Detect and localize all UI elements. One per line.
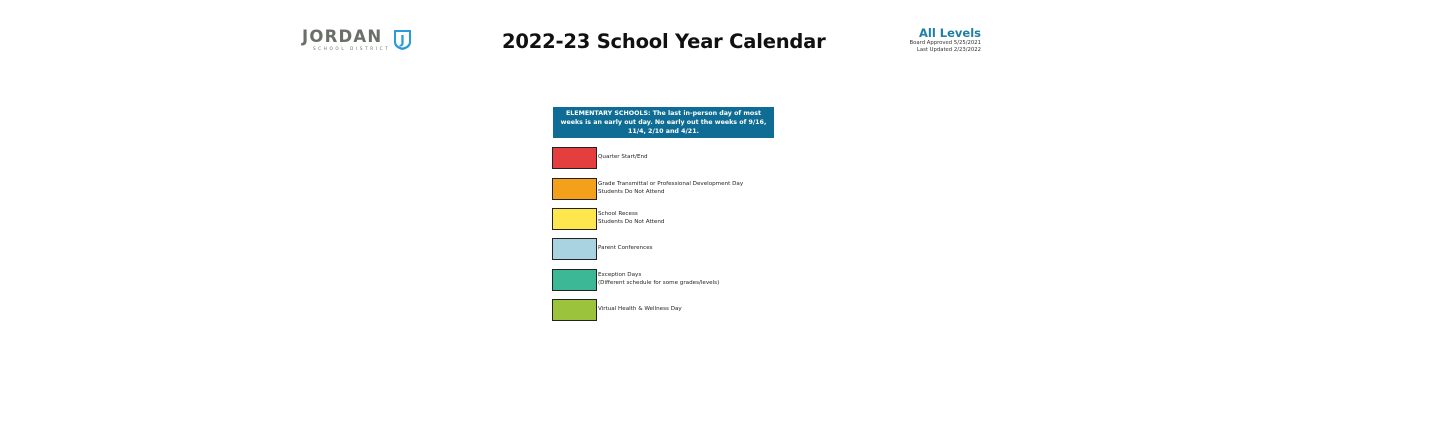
legend-label-line1: Exception Days bbox=[598, 272, 642, 278]
legend-item-exception-days bbox=[552, 269, 812, 291]
logo-subtitle: SCHOOL DISTRICT bbox=[313, 46, 391, 51]
legend-label bbox=[598, 210, 664, 226]
legend-label bbox=[598, 153, 648, 161]
legend-label-line1: Quarter Start/End bbox=[598, 154, 648, 160]
legend-label-line1: Grade Transmittal or Professional Development Day bbox=[598, 181, 744, 187]
legend-label-line1: School Recess bbox=[598, 211, 638, 217]
legend-swatch bbox=[552, 269, 597, 291]
legend-label-line1: Parent Conferences bbox=[598, 245, 653, 251]
board-approved-date: Board Approved 5/25/2021 bbox=[909, 40, 981, 46]
legend-label-line2: (Different schedule for some grades/levels) bbox=[598, 280, 720, 286]
legend-item-quarter-start-end bbox=[552, 147, 812, 169]
shield-icon bbox=[393, 29, 412, 51]
legend-label bbox=[598, 180, 743, 196]
legend-label-line1: Virtual Health & Wellness Day bbox=[598, 306, 682, 312]
legend-item-virtual-wellness-day bbox=[552, 299, 812, 321]
shield-letter: J bbox=[400, 33, 405, 47]
legend-swatch bbox=[552, 178, 597, 200]
legend-item-grade-transmittal bbox=[552, 178, 812, 200]
legend-item-school-recess bbox=[552, 208, 812, 230]
legend-swatch bbox=[552, 208, 597, 230]
legend-label bbox=[598, 244, 653, 252]
legend-label bbox=[598, 305, 682, 313]
legend-item-parent-conferences bbox=[552, 238, 812, 260]
legend-swatch bbox=[552, 238, 597, 260]
jordan-school-district-logo bbox=[302, 28, 414, 54]
levels-label: All Levels bbox=[919, 26, 981, 40]
logo-wordmark: JORDAN bbox=[302, 27, 383, 46]
legend-swatch bbox=[552, 299, 597, 321]
elementary-notice-banner: ELEMENTARY SCHOOLS: The last in-person day of most weeks is an early out day. No early out the weeks of 9/16, 11/4, 2/10 and 4/21. bbox=[553, 107, 774, 138]
legend-swatch bbox=[552, 147, 597, 169]
page-title: 2022-23 School Year Calendar bbox=[502, 30, 826, 53]
legend-label bbox=[598, 271, 719, 287]
legend-label-line2: Students Do Not Attend bbox=[598, 219, 665, 225]
last-updated-date: Last Updated 2/23/2022 bbox=[916, 47, 981, 53]
header-info bbox=[909, 26, 981, 54]
legend-label-line2: Students Do Not Attend bbox=[598, 189, 665, 195]
